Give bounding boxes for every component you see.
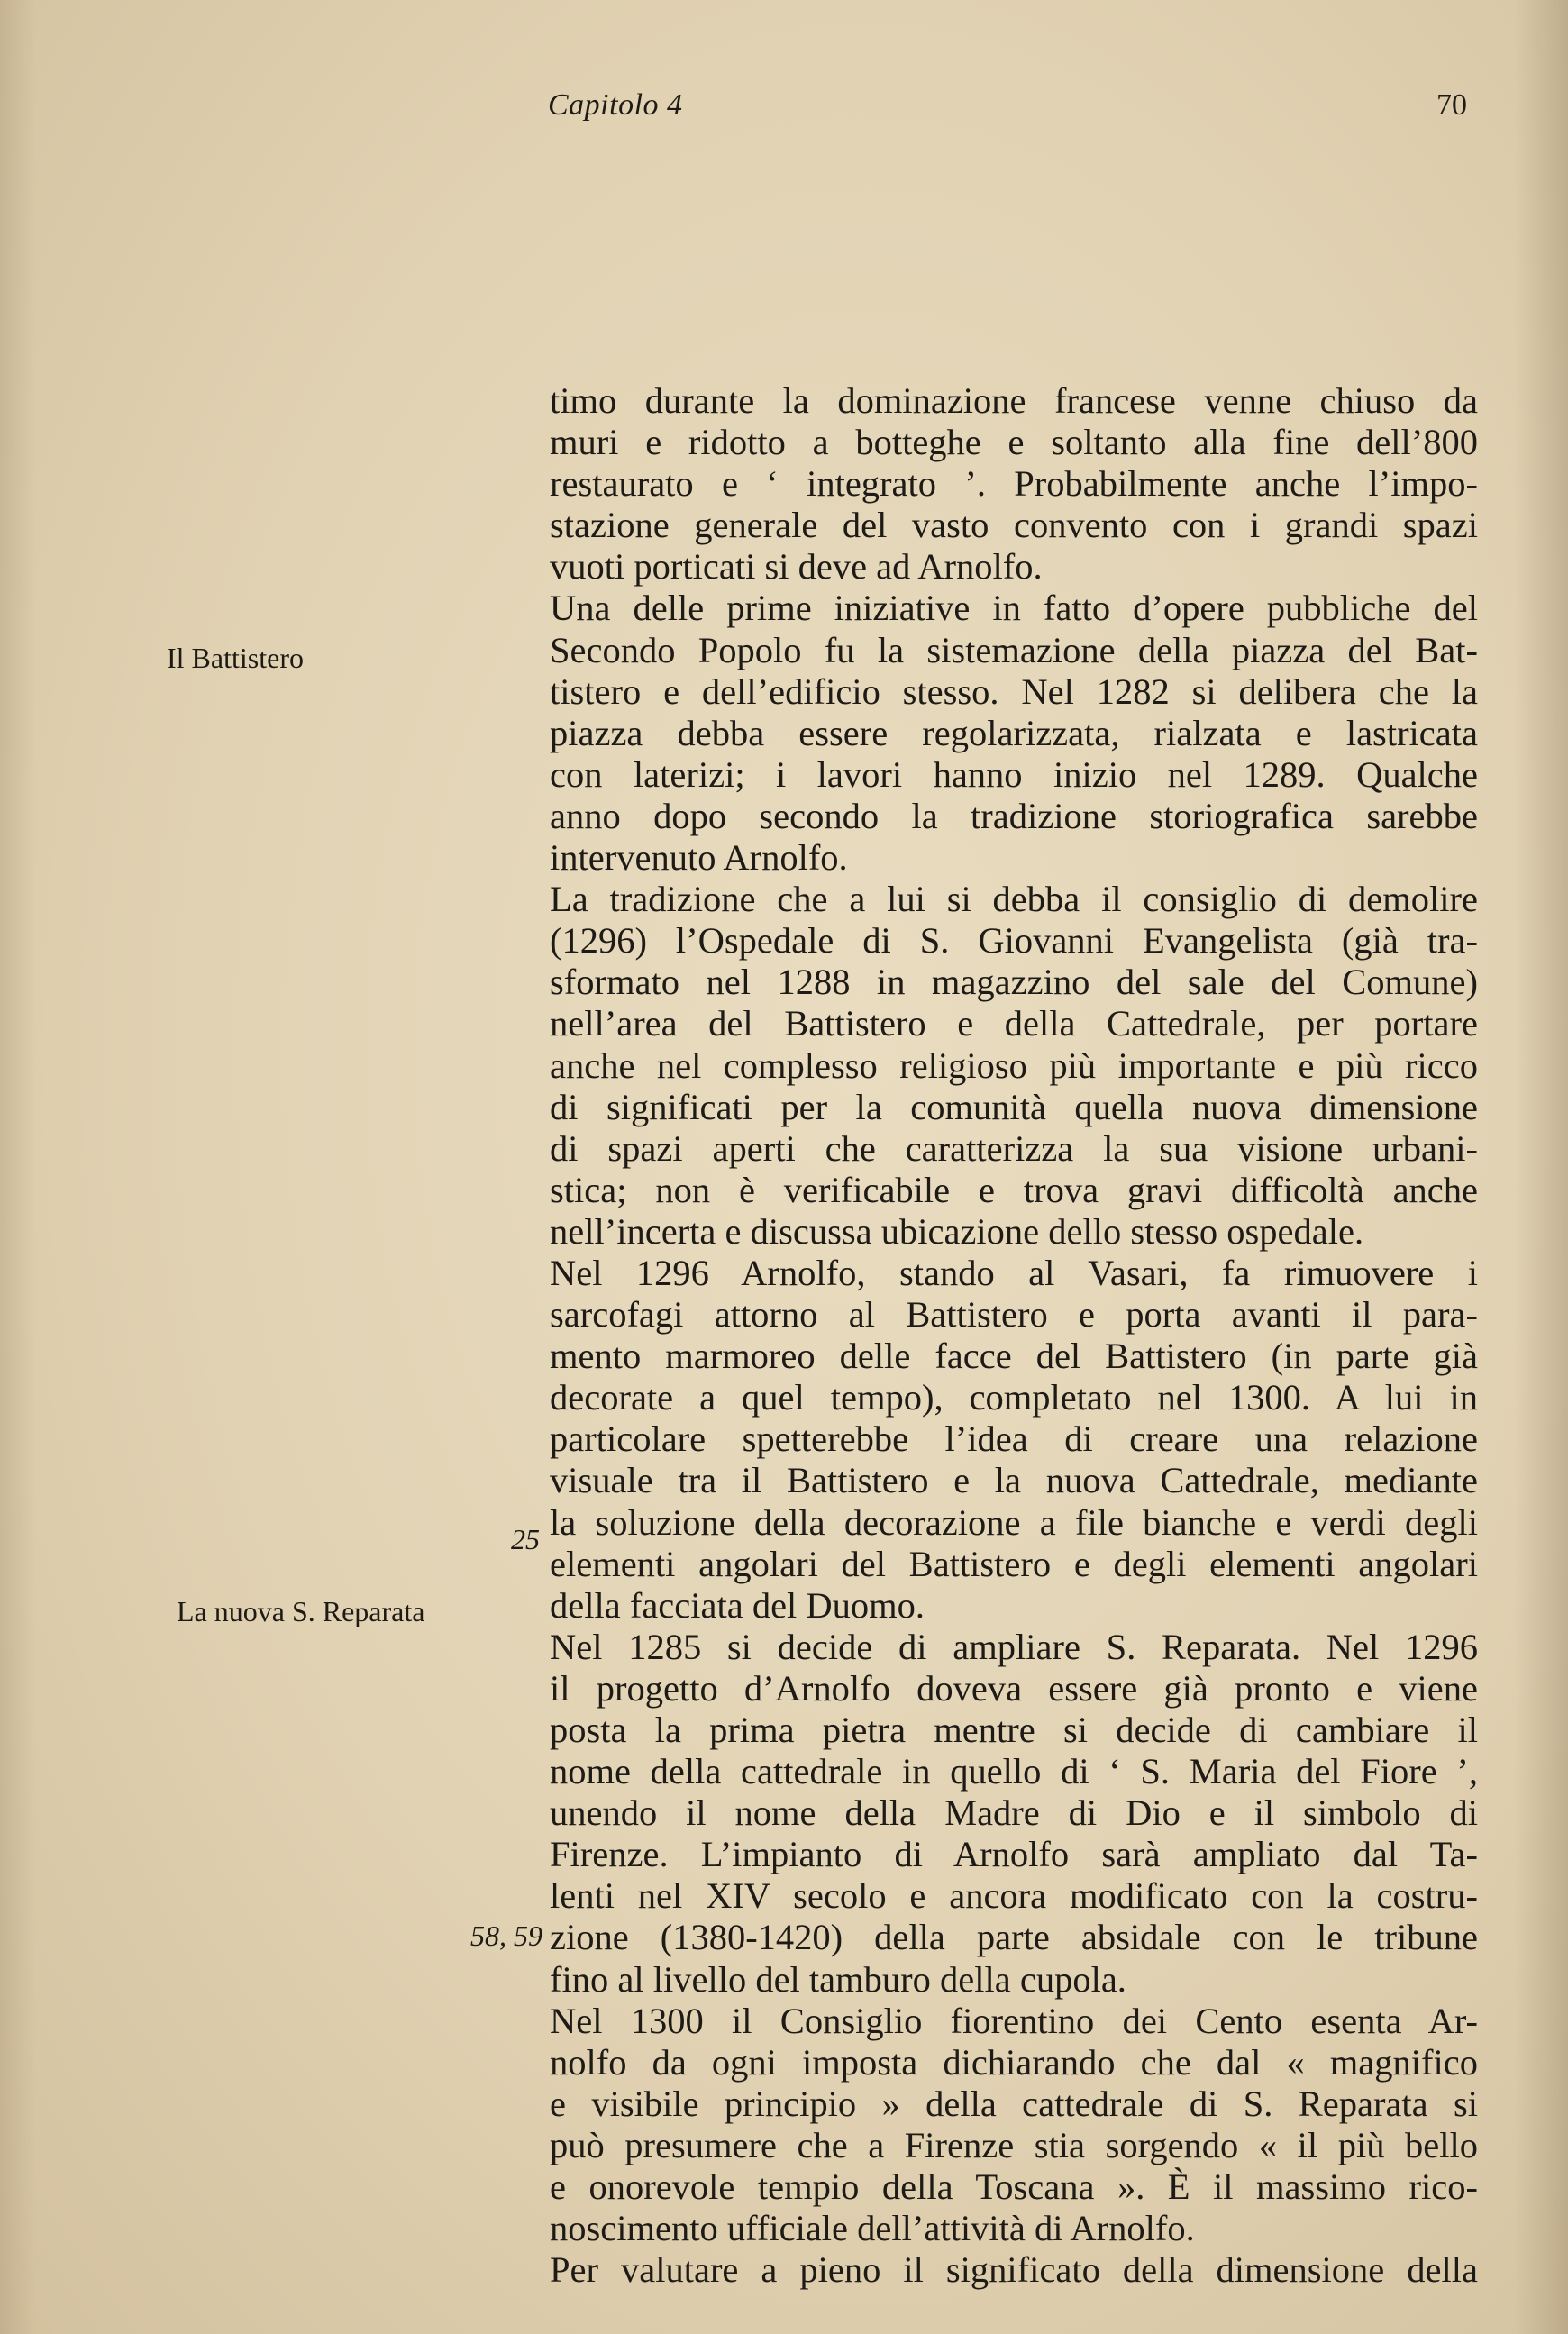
text-line: anno dopo secondo la tradizione storiografica sarebbe: [550, 795, 1478, 836]
text-line: posta la prima pietra mentre si decide di cambiare il: [550, 1709, 1478, 1750]
figure-reference: 58, 59: [470, 1919, 542, 1952]
text-line: muri e ridotto a botteghe e soltanto alla fine dell’800: [550, 422, 1478, 463]
text-line: lenti nel XIV secolo e ancora modificato con la costru-: [550, 1875, 1478, 1917]
text-line: Per valutare a pieno il significato della dimensione della: [550, 2249, 1478, 2291]
text-line: fino al livello del tamburo della cupola.: [550, 1958, 1126, 2000]
margin-note-battistero: Il Battistero: [167, 642, 304, 674]
text-line: timo durante la dominazione francese venne chiuso da: [550, 380, 1478, 421]
text-line: elementi angolari del Battistero e degli elementi angolari: [550, 1543, 1478, 1584]
text-line: Firenze. L’impianto di Arnolfo sarà ampliato dal Ta-: [550, 1834, 1478, 1875]
body-text: [550, 380, 1478, 2291]
text-line: anche nel complesso religioso più importante e più ricco: [550, 1044, 1478, 1086]
text-line: e onorevole tempio della Toscana ». È il massimo rico-: [550, 2166, 1478, 2208]
text-line: zione (1380-1420) della parte absidale con le tribune: [550, 1917, 1478, 1958]
text-line: Una delle prime iniziative in fatto d’opere pubbliche del: [550, 588, 1478, 629]
text-line: particolare spetterebbe l’idea di creare una relazione: [550, 1418, 1478, 1460]
text-line: la soluzione della decorazione a file bianche e verdi degli: [550, 1501, 1478, 1543]
text-line: e visibile principio » della cattedrale di S. Reparata si: [550, 2083, 1478, 2124]
text-line: Nel 1300 il Consiglio fiorentino dei Cento esenta Ar-: [550, 2000, 1478, 2041]
text-line: intervenuto Arnolfo.: [550, 837, 848, 879]
text-line: piazza debba essere regolarizzata, rialzata e lastricata: [550, 712, 1478, 753]
text-line: di significati per la comunità quella nuova dimensione: [550, 1086, 1478, 1127]
text-line: nolfo da ogni imposta dichiarando che dal « magnifico: [550, 2041, 1478, 2083]
page-edge-shadow: [1514, 0, 1568, 2334]
text-line: nell’incerta e discussa ubicazione dello stesso ospedale.: [550, 1210, 1364, 1252]
text-line: vuoti porticati si deve ad Arnolfo.: [550, 546, 1043, 588]
text-line: il progetto d’Arnolfo doveva essere già pronto e viene: [550, 1667, 1478, 1709]
text-line: stica; non è verificabile e trova gravi difficoltà anche: [550, 1169, 1478, 1210]
text-line: (1296) l’Ospedale di S. Giovanni Evangelista (già tra-: [550, 920, 1478, 962]
figure-reference: 25: [511, 1523, 540, 1555]
text-line: può presumere che a Firenze stia sorgendo « il più bello: [550, 2124, 1478, 2165]
text-line: decorate a quel tempo), completato nel 1300. A lui in: [550, 1377, 1478, 1418]
binding-shadow: [0, 0, 36, 2334]
text-line: nome della cattedrale in quello di ‘ S. Maria del Fiore ’,: [550, 1751, 1478, 1792]
text-line: mento marmoreo delle facce del Battistero (in parte già: [550, 1336, 1478, 1377]
text-line: nell’area del Battistero e della Cattedrale, per portare: [550, 1003, 1478, 1044]
text-line: La tradizione che a lui si debba il consiglio di demolire: [550, 879, 1478, 920]
text-line: restaurato e ‘ integrato ’. Probabilmente anche l’impo-: [550, 463, 1478, 505]
text-line: visuale tra il Battistero e la nuova Cattedrale, mediante: [550, 1460, 1478, 1501]
text-line: di spazi aperti che caratterizza la sua visione urbani-: [550, 1127, 1478, 1169]
text-line: Nel 1296 Arnolfo, stando al Vasari, fa rimuovere i: [550, 1252, 1478, 1293]
text-line: con laterizi; i lavori hanno inizio nel 1289. Qualche: [550, 753, 1478, 795]
text-line: Secondo Popolo fu la sistemazione della piazza del Bat-: [550, 629, 1478, 670]
text-line: della facciata del Duomo.: [550, 1584, 925, 1626]
text-line: stazione generale del vasto convento con i grandi spazi: [550, 505, 1478, 546]
text-line: tistero e dell’edificio stesso. Nel 1282 si delibera che la: [550, 670, 1478, 712]
text-line: sarcofagi attorno al Battistero e porta avanti il para-: [550, 1294, 1478, 1336]
running-header: [548, 88, 1467, 133]
page-number: 70: [1436, 88, 1467, 122]
text-line: sformato nel 1288 in magazzino del sale del Comune): [550, 962, 1478, 1003]
text-line: unendo il nome della Madre di Dio e il simbolo di: [550, 1792, 1478, 1834]
margin-note-reparata: La nuova S. Reparata: [177, 1595, 425, 1627]
text-line: Nel 1285 si decide di ampliare S. Reparata. Nel 1296: [550, 1626, 1478, 1667]
chapter-title: Capitolo 4: [548, 88, 683, 122]
text-line: noscimento ufficiale dell’attività di Arnolfo.: [550, 2208, 1195, 2249]
